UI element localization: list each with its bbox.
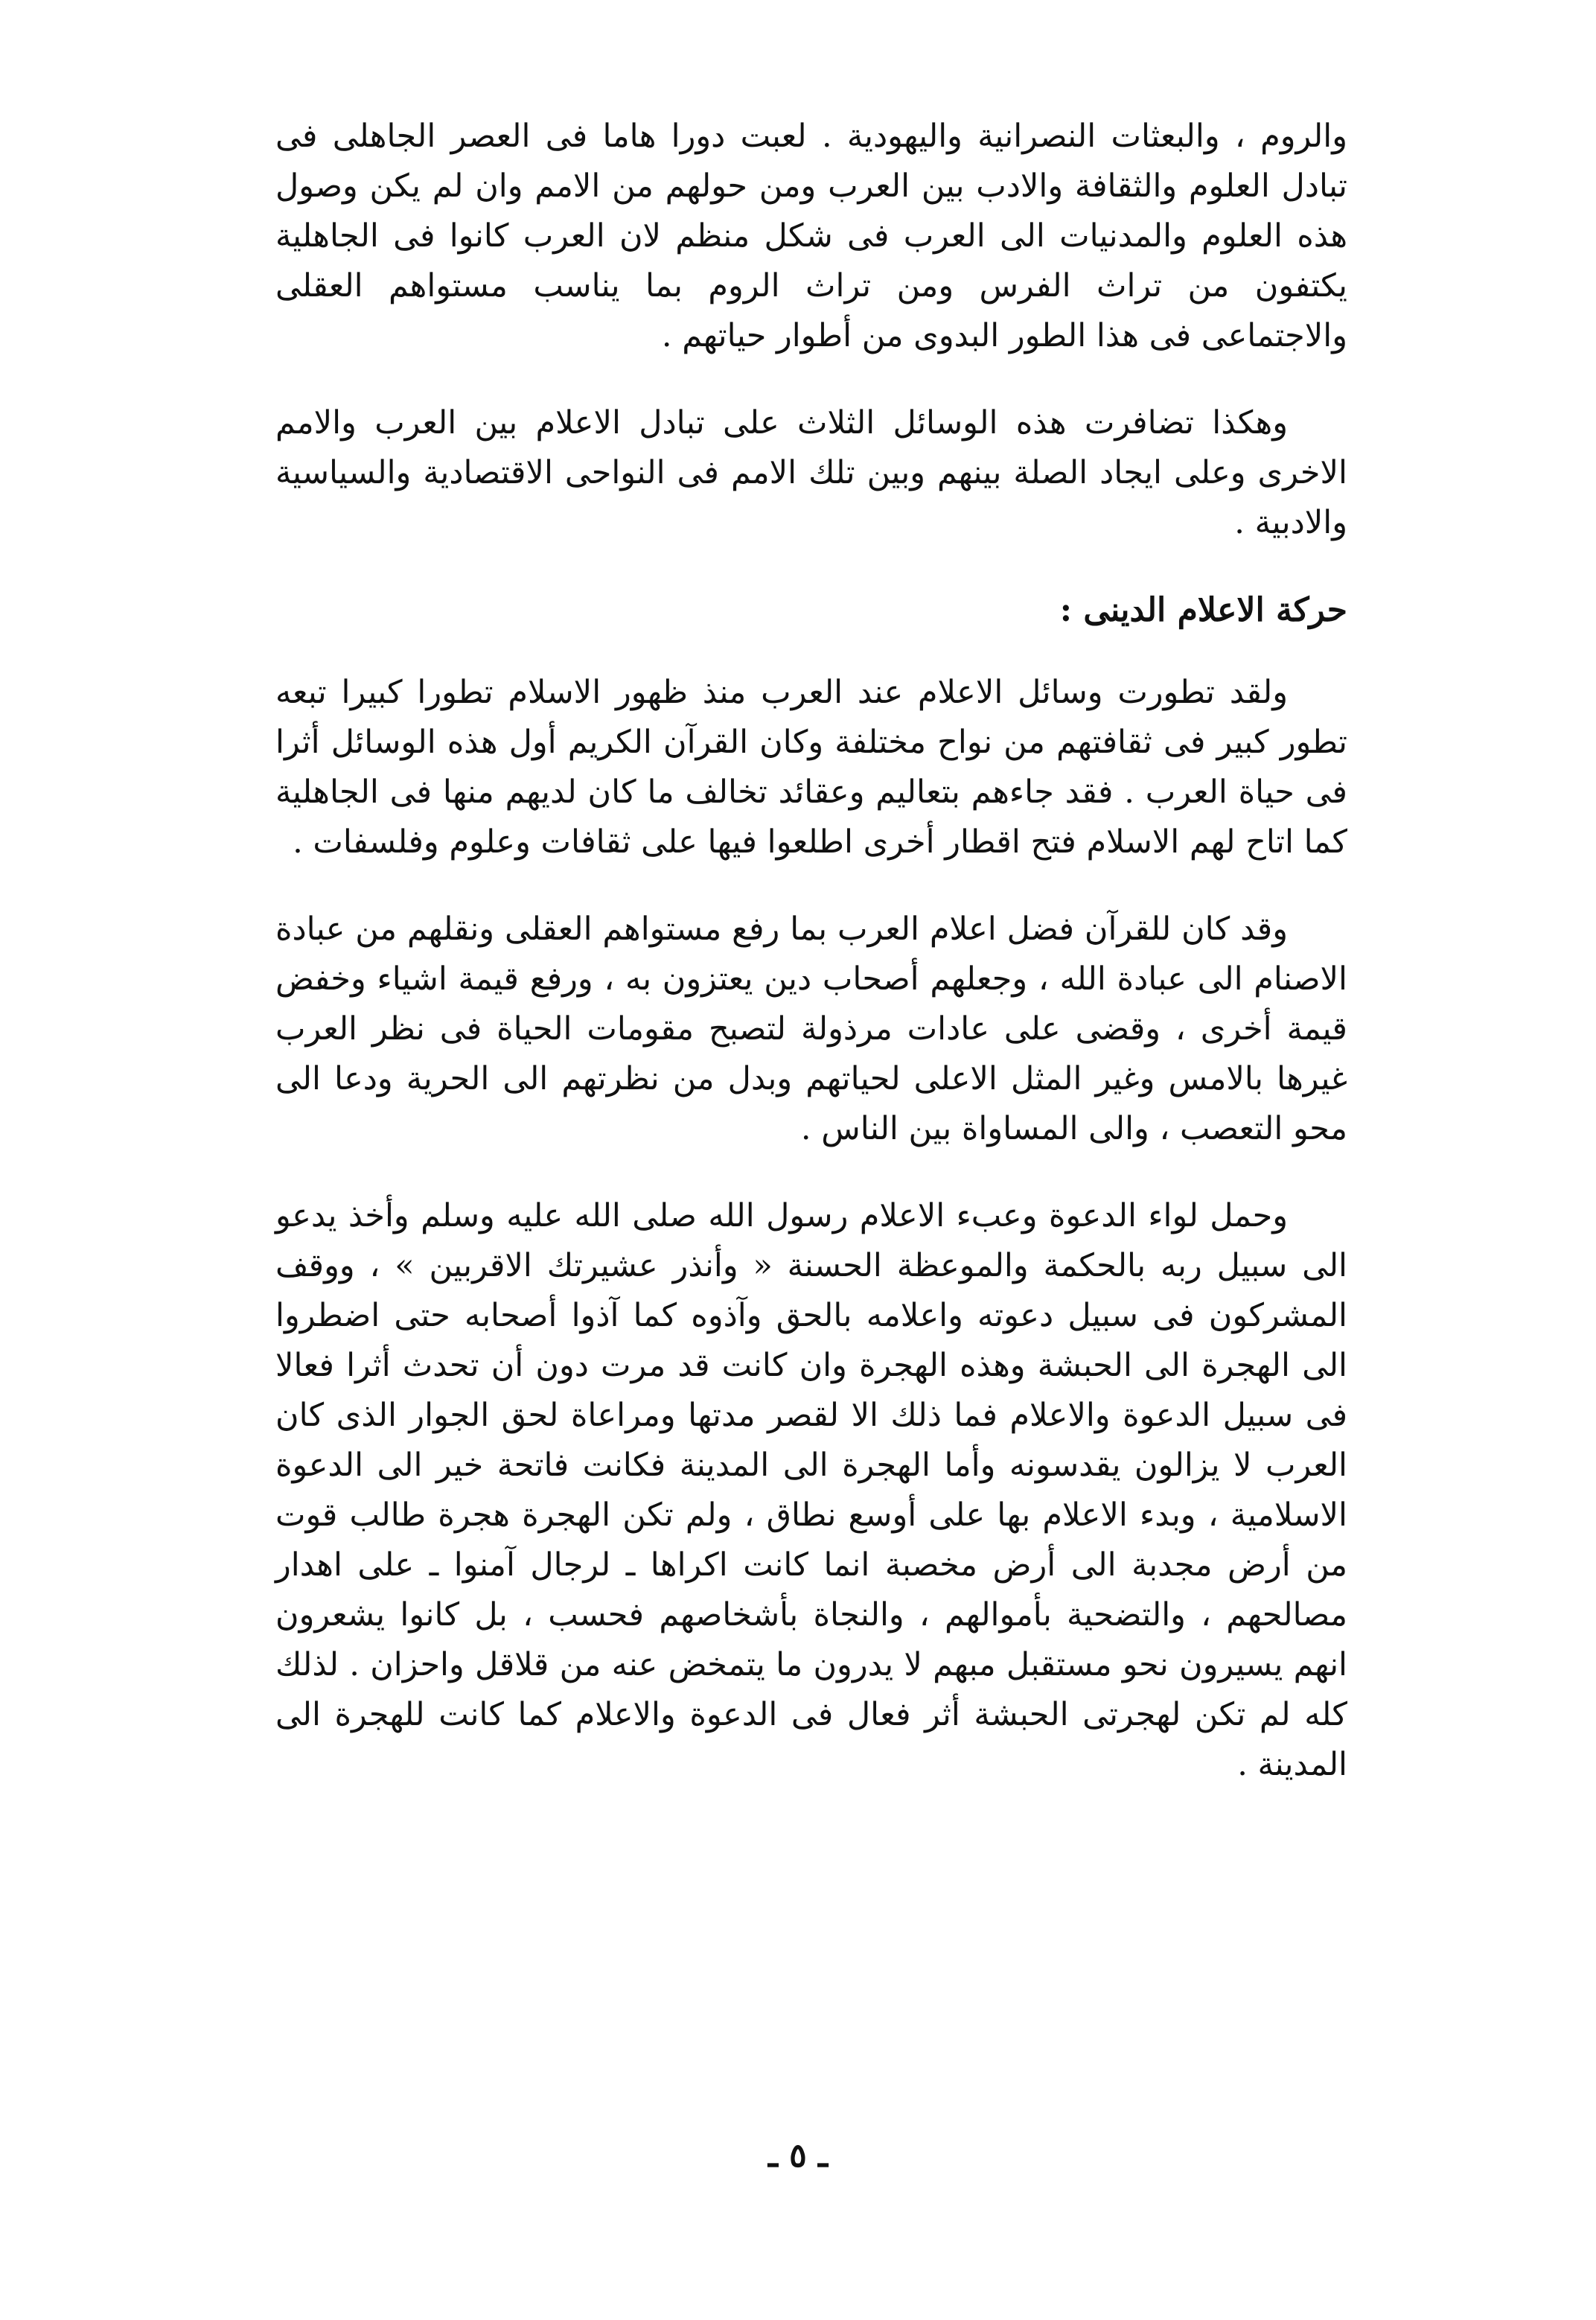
paragraph-4: وقد كان للقرآن فضل اعلام العرب بما رفع مستواهم العقلى ونقلهم من عبادة الاصنام الى عبادة الله ، وجعلهم أصحاب دين يعتزون به ، ورفع قيمة اشياء وخفض قيمة أخرى ، وقضى على عادات مرذولة لتصبح مقومات الحياة فى نظر العرب غيرها بالامس وغير المثل الاعلى لحياتهم وبدل من نظرتهم الى الحرية ودعا الى محو التعصب ، والى المساواة بين الناس . bbox=[275, 911, 1347, 1147]
page-number: ـ ٥ ـ bbox=[767, 2137, 829, 2175]
paragraph-2: وهكذا تضافرت هذه الوسائل الثلاث على تبادل الاعلام بين العرب والامم الاخرى وعلى ايجاد الصلة بينهم وبين تلك الامم فى النواحى الاقتصادية والسياسية والادبية . bbox=[275, 404, 1347, 541]
body-text bbox=[275, 112, 1347, 1790]
paragraph-1: والروم ، والبعثات النصرانية واليهودية . لعبت دورا هاما فى العصر الجاهلى فى تبادل العلوم والثقافة والادب بين العرب ومن حولهم من الامم وان لم يكن وصول هذه العلوم والمدنيات الى العرب فى شكل منظم لان العرب كانوا فى الجاهلية يكتفون من تراث الفرس ومن تراث الروم بما يناسب مستواهم العقلى والاجتماعى فى هذا الطور البدوى من أطوار حياتهم . bbox=[275, 118, 1347, 354]
section-heading: حركة الاعلام الدينى : bbox=[1059, 591, 1347, 629]
paragraph-5: وحمل لواء الدعوة وعبء الاعلام رسول الله صلى الله عليه وسلم وأخذ يدعو الى سبيل ربه بالحكمة والموعظة الحسنة « وأنذر عشيرتك الاقربين » ، ووقف المشركون فى سبيل دعوته واعلامه بالحق وآذوه كما آذوا أصحابه حتى اضطروا الى الهجرة الى الحبشة وهذه الهجرة وان كانت قد مرت دون أن تحدث أثرا فعالا فى سبيل الدعوة والاعلام فما ذلك الا لقصر مدتها ومراعاة لحق الجوار الذى كان العرب لا يزالون يقدسونه وأما الهجرة الى المدينة فكانت فاتحة خير الى الدعوة الاسلامية ، وبدء الاعلام بها على أوسع نطاق ، ولم تكن الهجرة هجرة طالب قوت من أرض مجدبة الى أرض مخصبة انما كانت اكراها ـ لرجال آمنوا ـ على اهدار مصالحهم ، والتضحية بأموالهم ، والنجاة بأشخاصهم فحسب ، بل كانوا يشعرون انهم يسيرون نحو مستقبل مبهم لا يدرون ما يتمخض عنه من قلاقل واحزان . لذلك كله لم تكن لهجرتى الحبشة أثر فعال فى الدعوة والاعلام كما كانت للهجرة الى المدينة . bbox=[275, 1197, 1347, 1783]
paragraph-3: ولقد تطورت وسائل الاعلام عند العرب منذ ظهور الاسلام تطورا كبيرا تبعه تطور كبير فى ثقافتهم من نواح مختلفة وكان القرآن الكريم أول هذه الوسائل أثرا فى حياة العرب . فقد جاءهم بتعاليم وعقائد تخالف ما كان لديهم منها فى الجاهلية كما اتاح لهم الاسلام فتح اقطار أخرى اطلعوا فيها على ثقافات وعلوم وفلسفات . bbox=[275, 674, 1347, 861]
